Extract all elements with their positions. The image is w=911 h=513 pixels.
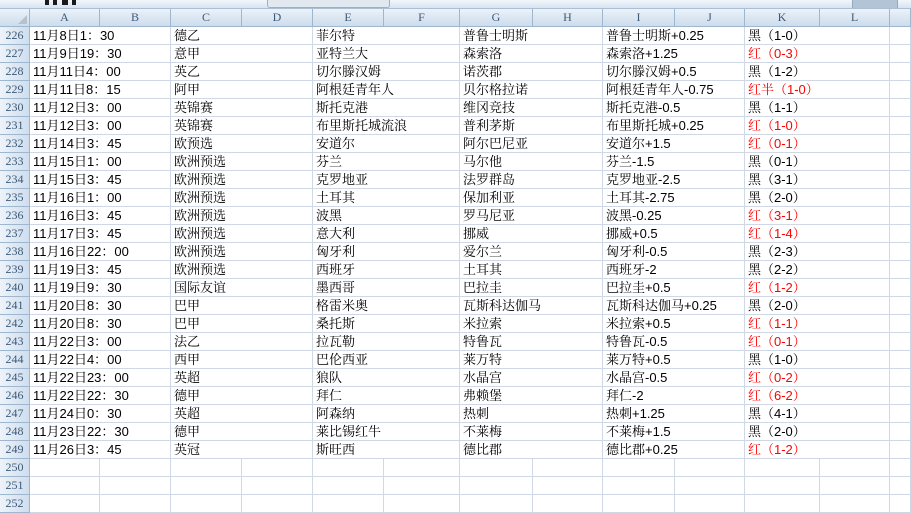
cell-K233[interactable]: 黑（0-1） — [745, 153, 890, 171]
cell-G226[interactable]: 普鲁士明斯 — [460, 27, 603, 45]
cell-E230[interactable]: 斯托克港 — [313, 99, 460, 117]
cell-K237[interactable]: 红（1-4） — [745, 225, 890, 243]
cell-L250[interactable] — [820, 459, 890, 477]
cell-I244[interactable]: 莱万特+0.5 — [603, 351, 745, 369]
cell-A241[interactable]: 11月20日8：30 — [30, 297, 171, 315]
cell-K241[interactable]: 黑（2-0） — [745, 297, 890, 315]
row-header-250[interactable]: 250 — [0, 459, 30, 477]
cell-H250[interactable] — [533, 459, 603, 477]
cell-E250[interactable] — [313, 459, 384, 477]
cell-L252[interactable] — [820, 495, 890, 513]
column-header-A[interactable]: A — [30, 9, 100, 27]
cell-A233[interactable]: 11月15日1：00 — [30, 153, 171, 171]
cell-G231[interactable]: 普利茅斯 — [460, 117, 603, 135]
cell-A244[interactable]: 11月22日4：00 — [30, 351, 171, 369]
cell-K232[interactable]: 红（0-1） — [745, 135, 890, 153]
cell-E226[interactable]: 菲尔特 — [313, 27, 460, 45]
cell-K231[interactable]: 红（1-0） — [745, 117, 890, 135]
cell-I233[interactable]: 芬兰-1.5 — [603, 153, 745, 171]
cell-K230[interactable]: 黑（1-1） — [745, 99, 890, 117]
row-header-232[interactable]: 232 — [0, 135, 30, 153]
cell-E252[interactable] — [313, 495, 384, 513]
cell-partial-246[interactable] — [890, 387, 911, 405]
row-header-237[interactable]: 237 — [0, 225, 30, 243]
cell-E247[interactable]: 阿森纳 — [313, 405, 460, 423]
cell-G230[interactable]: 维冈竞技 — [460, 99, 603, 117]
cell-I235[interactable]: 土耳其-2.75 — [603, 189, 745, 207]
cell-C232[interactable]: 欧预选 — [171, 135, 313, 153]
cell-A227[interactable]: 11月9日19：30 — [30, 45, 171, 63]
cell-partial-247[interactable] — [890, 405, 911, 423]
cell-A249[interactable]: 11月26日3：45 — [30, 441, 171, 459]
cell-G241[interactable]: 瓦斯科达伽马 — [460, 297, 603, 315]
cell-I229[interactable]: 阿根廷青年人-0.75 — [603, 81, 745, 99]
cell-K227[interactable]: 红（0-3） — [745, 45, 890, 63]
clipped-formula-text-mark — [45, 0, 49, 5]
cell-C241[interactable]: 巴甲 — [171, 297, 313, 315]
cell-F252[interactable] — [384, 495, 460, 513]
cell-I252[interactable] — [603, 495, 675, 513]
column-header-D[interactable]: D — [242, 9, 313, 27]
cell-K242[interactable]: 红（1-1） — [745, 315, 890, 333]
cell-G244[interactable]: 莱万特 — [460, 351, 603, 369]
cell-I251[interactable] — [603, 477, 675, 495]
cell-G252[interactable] — [460, 495, 533, 513]
cell-G248[interactable]: 不莱梅 — [460, 423, 603, 441]
cell-K226[interactable]: 黑（1-0） — [745, 27, 890, 45]
select-all-triangle-icon — [18, 15, 27, 24]
row-header-229[interactable]: 229 — [0, 81, 30, 99]
formula-bar-expand-button[interactable] — [852, 0, 898, 8]
cell-K247[interactable]: 黑（4-1） — [745, 405, 890, 423]
cell-D252[interactable] — [242, 495, 313, 513]
cell-C237[interactable]: 欧洲预选 — [171, 225, 313, 243]
cell-I246[interactable]: 拜仁-2 — [603, 387, 745, 405]
row-header-227[interactable]: 227 — [0, 45, 30, 63]
cell-E232[interactable]: 安道尔 — [313, 135, 460, 153]
column-header-H[interactable]: H — [533, 9, 603, 27]
cell-A229[interactable]: 11月11日8：15 — [30, 81, 171, 99]
cell-partial-244[interactable] — [890, 351, 911, 369]
cell-G234[interactable]: 法罗群岛 — [460, 171, 603, 189]
cell-E235[interactable]: 土耳其 — [313, 189, 460, 207]
cell-D250[interactable] — [242, 459, 313, 477]
cell-K252[interactable] — [745, 495, 820, 513]
cell-K235[interactable]: 黑（2-0） — [745, 189, 890, 207]
row-header-241[interactable]: 241 — [0, 297, 30, 315]
cell-A243[interactable]: 11月22日3：00 — [30, 333, 171, 351]
cell-G233[interactable]: 马尔他 — [460, 153, 603, 171]
cell-K239[interactable]: 黑（2-2） — [745, 261, 890, 279]
formula-bar-control — [267, 0, 390, 8]
cell-F251[interactable] — [384, 477, 460, 495]
cell-E233[interactable]: 芬兰 — [313, 153, 460, 171]
cell-partial-232[interactable] — [890, 135, 911, 153]
cell-J252[interactable] — [675, 495, 745, 513]
cell-F250[interactable] — [384, 459, 460, 477]
cell-A246[interactable]: 11月22日22：30 — [30, 387, 171, 405]
cell-I228[interactable]: 切尔滕汉姆+0.5 — [603, 63, 745, 81]
column-header-C[interactable]: C — [171, 9, 242, 27]
cell-C243[interactable]: 法乙 — [171, 333, 313, 351]
cell-G235[interactable]: 保加利亚 — [460, 189, 603, 207]
cell-G242[interactable]: 米拉索 — [460, 315, 603, 333]
cell-partial-239[interactable] — [890, 261, 911, 279]
cell-partial-228[interactable] — [890, 63, 911, 81]
cell-E242[interactable]: 桑托斯 — [313, 315, 460, 333]
cell-partial-238[interactable] — [890, 243, 911, 261]
cell-G237[interactable]: 挪威 — [460, 225, 603, 243]
cell-I243[interactable]: 特鲁瓦-0.5 — [603, 333, 745, 351]
cell-C228[interactable]: 英乙 — [171, 63, 313, 81]
cell-I230[interactable]: 斯托克港-0.5 — [603, 99, 745, 117]
cell-I226[interactable]: 普鲁士明斯+0.25 — [603, 27, 745, 45]
cell-partial-243[interactable] — [890, 333, 911, 351]
cell-K248[interactable]: 黑（2-0） — [745, 423, 890, 441]
column-header-E[interactable]: E — [313, 9, 384, 27]
formula-bar-strip — [0, 0, 911, 9]
row-header-252[interactable]: 252 — [0, 495, 30, 513]
cell-A236[interactable]: 11月16日3：45 — [30, 207, 171, 225]
cell-C226[interactable]: 德乙 — [171, 27, 313, 45]
cell-E237[interactable]: 意大利 — [313, 225, 460, 243]
cell-K234[interactable]: 黑（3-1） — [745, 171, 890, 189]
cell-B250[interactable] — [100, 459, 171, 477]
cell-partial-240[interactable] — [890, 279, 911, 297]
cell-C242[interactable]: 巴甲 — [171, 315, 313, 333]
column-header-partial — [890, 9, 911, 27]
cell-partial-242[interactable] — [890, 315, 911, 333]
cell-partial-249[interactable] — [890, 441, 911, 459]
row-header-242[interactable]: 242 — [0, 315, 30, 333]
cell-partial-227[interactable] — [890, 45, 911, 63]
cell-A242[interactable]: 11月20日8：30 — [30, 315, 171, 333]
row-header-247[interactable]: 247 — [0, 405, 30, 423]
cell-C238[interactable]: 欧洲预选 — [171, 243, 313, 261]
cell-G227[interactable]: 森索洛 — [460, 45, 603, 63]
cell-C252[interactable] — [171, 495, 242, 513]
cell-K249[interactable]: 红（1-2） — [745, 441, 890, 459]
row-header-236[interactable]: 236 — [0, 207, 30, 225]
cell-partial-251[interactable] — [890, 477, 911, 495]
row-header-233[interactable]: 233 — [0, 153, 30, 171]
cell-I234[interactable]: 克罗地亚-2.5 — [603, 171, 745, 189]
clipped-formula-text-mark — [72, 0, 76, 5]
cell-K229[interactable]: 红半（1-0） — [745, 81, 890, 99]
cell-C251[interactable] — [171, 477, 242, 495]
cell-E243[interactable]: 拉瓦勒 — [313, 333, 460, 351]
cell-C244[interactable]: 西甲 — [171, 351, 313, 369]
cell-B252[interactable] — [100, 495, 171, 513]
cell-J251[interactable] — [675, 477, 745, 495]
cell-C250[interactable] — [171, 459, 242, 477]
cell-E234[interactable]: 克罗地亚 — [313, 171, 460, 189]
cell-K240[interactable]: 红（1-2） — [745, 279, 890, 297]
cell-C236[interactable]: 欧洲预选 — [171, 207, 313, 225]
column-header-G[interactable]: G — [460, 9, 533, 27]
row-header-231[interactable]: 231 — [0, 117, 30, 135]
cell-C239[interactable]: 欧洲预选 — [171, 261, 313, 279]
cell-I245[interactable]: 水晶宫-0.5 — [603, 369, 745, 387]
row-header-249[interactable]: 249 — [0, 441, 30, 459]
cell-K236[interactable]: 红（3-1） — [745, 207, 890, 225]
column-header-I[interactable]: I — [603, 9, 675, 27]
cell-A247[interactable]: 11月24日0：30 — [30, 405, 171, 423]
cell-C247[interactable]: 英超 — [171, 405, 313, 423]
cell-A252[interactable] — [30, 495, 100, 513]
cell-C227[interactable]: 意甲 — [171, 45, 313, 63]
cell-K228[interactable]: 黑（1-2） — [745, 63, 890, 81]
cell-A235[interactable]: 11月16日1：00 — [30, 189, 171, 207]
cell-I250[interactable] — [603, 459, 675, 477]
cell-E228[interactable]: 切尔滕汉姆 — [313, 63, 460, 81]
cell-C229[interactable]: 阿甲 — [171, 81, 313, 99]
cell-E238[interactable]: 匈牙利 — [313, 243, 460, 261]
column-header-F[interactable]: F — [384, 9, 460, 27]
cell-A248[interactable]: 11月23日22：30 — [30, 423, 171, 441]
cell-partial-235[interactable] — [890, 189, 911, 207]
cell-A237[interactable]: 11月17日3：45 — [30, 225, 171, 243]
row-header-226[interactable]: 226 — [0, 27, 30, 45]
cell-C230[interactable]: 英锦赛 — [171, 99, 313, 117]
cell-K251[interactable] — [745, 477, 820, 495]
cell-A239[interactable]: 11月19日3：45 — [30, 261, 171, 279]
cell-H252[interactable] — [533, 495, 603, 513]
clipped-formula-text-mark — [62, 0, 68, 5]
cell-I237[interactable]: 挪威+0.5 — [603, 225, 745, 243]
cell-G236[interactable]: 罗马尼亚 — [460, 207, 603, 225]
cell-A226[interactable]: 11月8日1：30 — [30, 27, 171, 45]
cell-partial-250[interactable] — [890, 459, 911, 477]
cell-G249[interactable]: 德比郡 — [460, 441, 603, 459]
cell-G251[interactable] — [460, 477, 533, 495]
cell-I238[interactable]: 匈牙利-0.5 — [603, 243, 745, 261]
cell-E246[interactable]: 拜仁 — [313, 387, 460, 405]
cell-A228[interactable]: 11月11日4：00 — [30, 63, 171, 81]
cell-partial-236[interactable] — [890, 207, 911, 225]
cell-J250[interactable] — [675, 459, 745, 477]
cell-partial-237[interactable] — [890, 225, 911, 243]
cell-G247[interactable]: 热刺 — [460, 405, 603, 423]
cell-B251[interactable] — [100, 477, 171, 495]
cell-G243[interactable]: 特鲁瓦 — [460, 333, 603, 351]
select-all-button[interactable] — [0, 9, 30, 27]
cell-E245[interactable]: 狼队 — [313, 369, 460, 387]
column-header-L[interactable]: L — [820, 9, 890, 27]
cell-C231[interactable]: 英锦赛 — [171, 117, 313, 135]
cell-C234[interactable]: 欧洲预选 — [171, 171, 313, 189]
cell-partial-248[interactable] — [890, 423, 911, 441]
cell-E239[interactable]: 西班牙 — [313, 261, 460, 279]
cell-C233[interactable]: 欧洲预选 — [171, 153, 313, 171]
cell-A232[interactable]: 11月14日3：45 — [30, 135, 171, 153]
cell-K246[interactable]: 红（6-2） — [745, 387, 890, 405]
cell-K244[interactable]: 黑（1-0） — [745, 351, 890, 369]
cell-I241[interactable]: 瓦斯科达伽马+0.25 — [603, 297, 745, 315]
row-header-245[interactable]: 245 — [0, 369, 30, 387]
cell-K238[interactable]: 黑（2-3） — [745, 243, 890, 261]
cell-G229[interactable]: 贝尔格拉诺 — [460, 81, 603, 99]
cell-K250[interactable] — [745, 459, 820, 477]
row-header-240[interactable]: 240 — [0, 279, 30, 297]
cell-partial-252[interactable] — [890, 495, 911, 513]
cell-E248[interactable]: 莱比锡红牛 — [313, 423, 460, 441]
cell-G246[interactable]: 弗赖堡 — [460, 387, 603, 405]
cell-G232[interactable]: 阿尔巴尼亚 — [460, 135, 603, 153]
row-header-230[interactable]: 230 — [0, 99, 30, 117]
cell-I231[interactable]: 布里斯托城+0.25 — [603, 117, 745, 135]
cell-G228[interactable]: 诺茨郡 — [460, 63, 603, 81]
row-header-235[interactable]: 235 — [0, 189, 30, 207]
cell-G239[interactable]: 土耳其 — [460, 261, 603, 279]
cell-I249[interactable]: 德比郡+0.25 — [603, 441, 745, 459]
row-header-243[interactable]: 243 — [0, 333, 30, 351]
column-header-J[interactable]: J — [675, 9, 745, 27]
cell-E229[interactable]: 阿根廷青年人 — [313, 81, 460, 99]
cell-partial-231[interactable] — [890, 117, 911, 135]
cell-I240[interactable]: 巴拉圭+0.5 — [603, 279, 745, 297]
cell-C245[interactable]: 英超 — [171, 369, 313, 387]
row-header-238[interactable]: 238 — [0, 243, 30, 261]
cell-G238[interactable]: 爱尔兰 — [460, 243, 603, 261]
row-header-248[interactable]: 248 — [0, 423, 30, 441]
cell-I239[interactable]: 西班牙-2 — [603, 261, 745, 279]
cell-K243[interactable]: 红（0-1） — [745, 333, 890, 351]
row-header-244[interactable]: 244 — [0, 351, 30, 369]
cell-K245[interactable]: 红（0-2） — [745, 369, 890, 387]
cell-I248[interactable]: 不莱梅+1.5 — [603, 423, 745, 441]
cell-E236[interactable]: 波黑 — [313, 207, 460, 225]
row-header-234[interactable]: 234 — [0, 171, 30, 189]
cell-E244[interactable]: 巴伦西亚 — [313, 351, 460, 369]
cell-E251[interactable] — [313, 477, 384, 495]
cell-I227[interactable]: 森索洛+1.25 — [603, 45, 745, 63]
cell-D251[interactable] — [242, 477, 313, 495]
row-header-246[interactable]: 246 — [0, 387, 30, 405]
cell-A234[interactable]: 11月15日3：45 — [30, 171, 171, 189]
cell-partial-229[interactable] — [890, 81, 911, 99]
cell-H251[interactable] — [533, 477, 603, 495]
cell-C248[interactable]: 德甲 — [171, 423, 313, 441]
cell-A231[interactable]: 11月12日3：00 — [30, 117, 171, 135]
cell-C235[interactable]: 欧洲预选 — [171, 189, 313, 207]
cell-C246[interactable]: 德甲 — [171, 387, 313, 405]
cell-E227[interactable]: 亚特兰大 — [313, 45, 460, 63]
cell-partial-226[interactable] — [890, 27, 911, 45]
cell-E249[interactable]: 斯旺西 — [313, 441, 460, 459]
cell-partial-233[interactable] — [890, 153, 911, 171]
cell-A238[interactable]: 11月16日22：00 — [30, 243, 171, 261]
cell-A240[interactable]: 11月19日9：30 — [30, 279, 171, 297]
cell-L251[interactable] — [820, 477, 890, 495]
cell-partial-230[interactable] — [890, 99, 911, 117]
cell-A251[interactable] — [30, 477, 100, 495]
cell-C240[interactable]: 国际友谊 — [171, 279, 313, 297]
row-header-239[interactable]: 239 — [0, 261, 30, 279]
cell-partial-245[interactable] — [890, 369, 911, 387]
row-header-228[interactable]: 228 — [0, 63, 30, 81]
column-header-K[interactable]: K — [745, 9, 820, 27]
cell-C249[interactable]: 英冠 — [171, 441, 313, 459]
clipped-formula-text-mark — [53, 0, 57, 5]
cell-E231[interactable]: 布里斯托城流浪 — [313, 117, 460, 135]
cell-G245[interactable]: 水晶宫 — [460, 369, 603, 387]
cell-E241[interactable]: 格雷米奥 — [313, 297, 460, 315]
worksheet-grid — [0, 9, 911, 513]
cell-partial-241[interactable] — [890, 297, 911, 315]
cell-I236[interactable]: 波黑-0.25 — [603, 207, 745, 225]
cell-A230[interactable]: 11月12日3：00 — [30, 99, 171, 117]
cell-E240[interactable]: 墨西哥 — [313, 279, 460, 297]
row-header-251[interactable]: 251 — [0, 477, 30, 495]
cell-I232[interactable]: 安道尔+1.5 — [603, 135, 745, 153]
cell-I247[interactable]: 热刺+1.25 — [603, 405, 745, 423]
cell-A250[interactable] — [30, 459, 100, 477]
column-header-B[interactable]: B — [100, 9, 171, 27]
cell-partial-234[interactable] — [890, 171, 911, 189]
cell-G240[interactable]: 巴拉圭 — [460, 279, 603, 297]
cell-I242[interactable]: 米拉索+0.5 — [603, 315, 745, 333]
cell-G250[interactable] — [460, 459, 533, 477]
cell-A245[interactable]: 11月22日23：00 — [30, 369, 171, 387]
